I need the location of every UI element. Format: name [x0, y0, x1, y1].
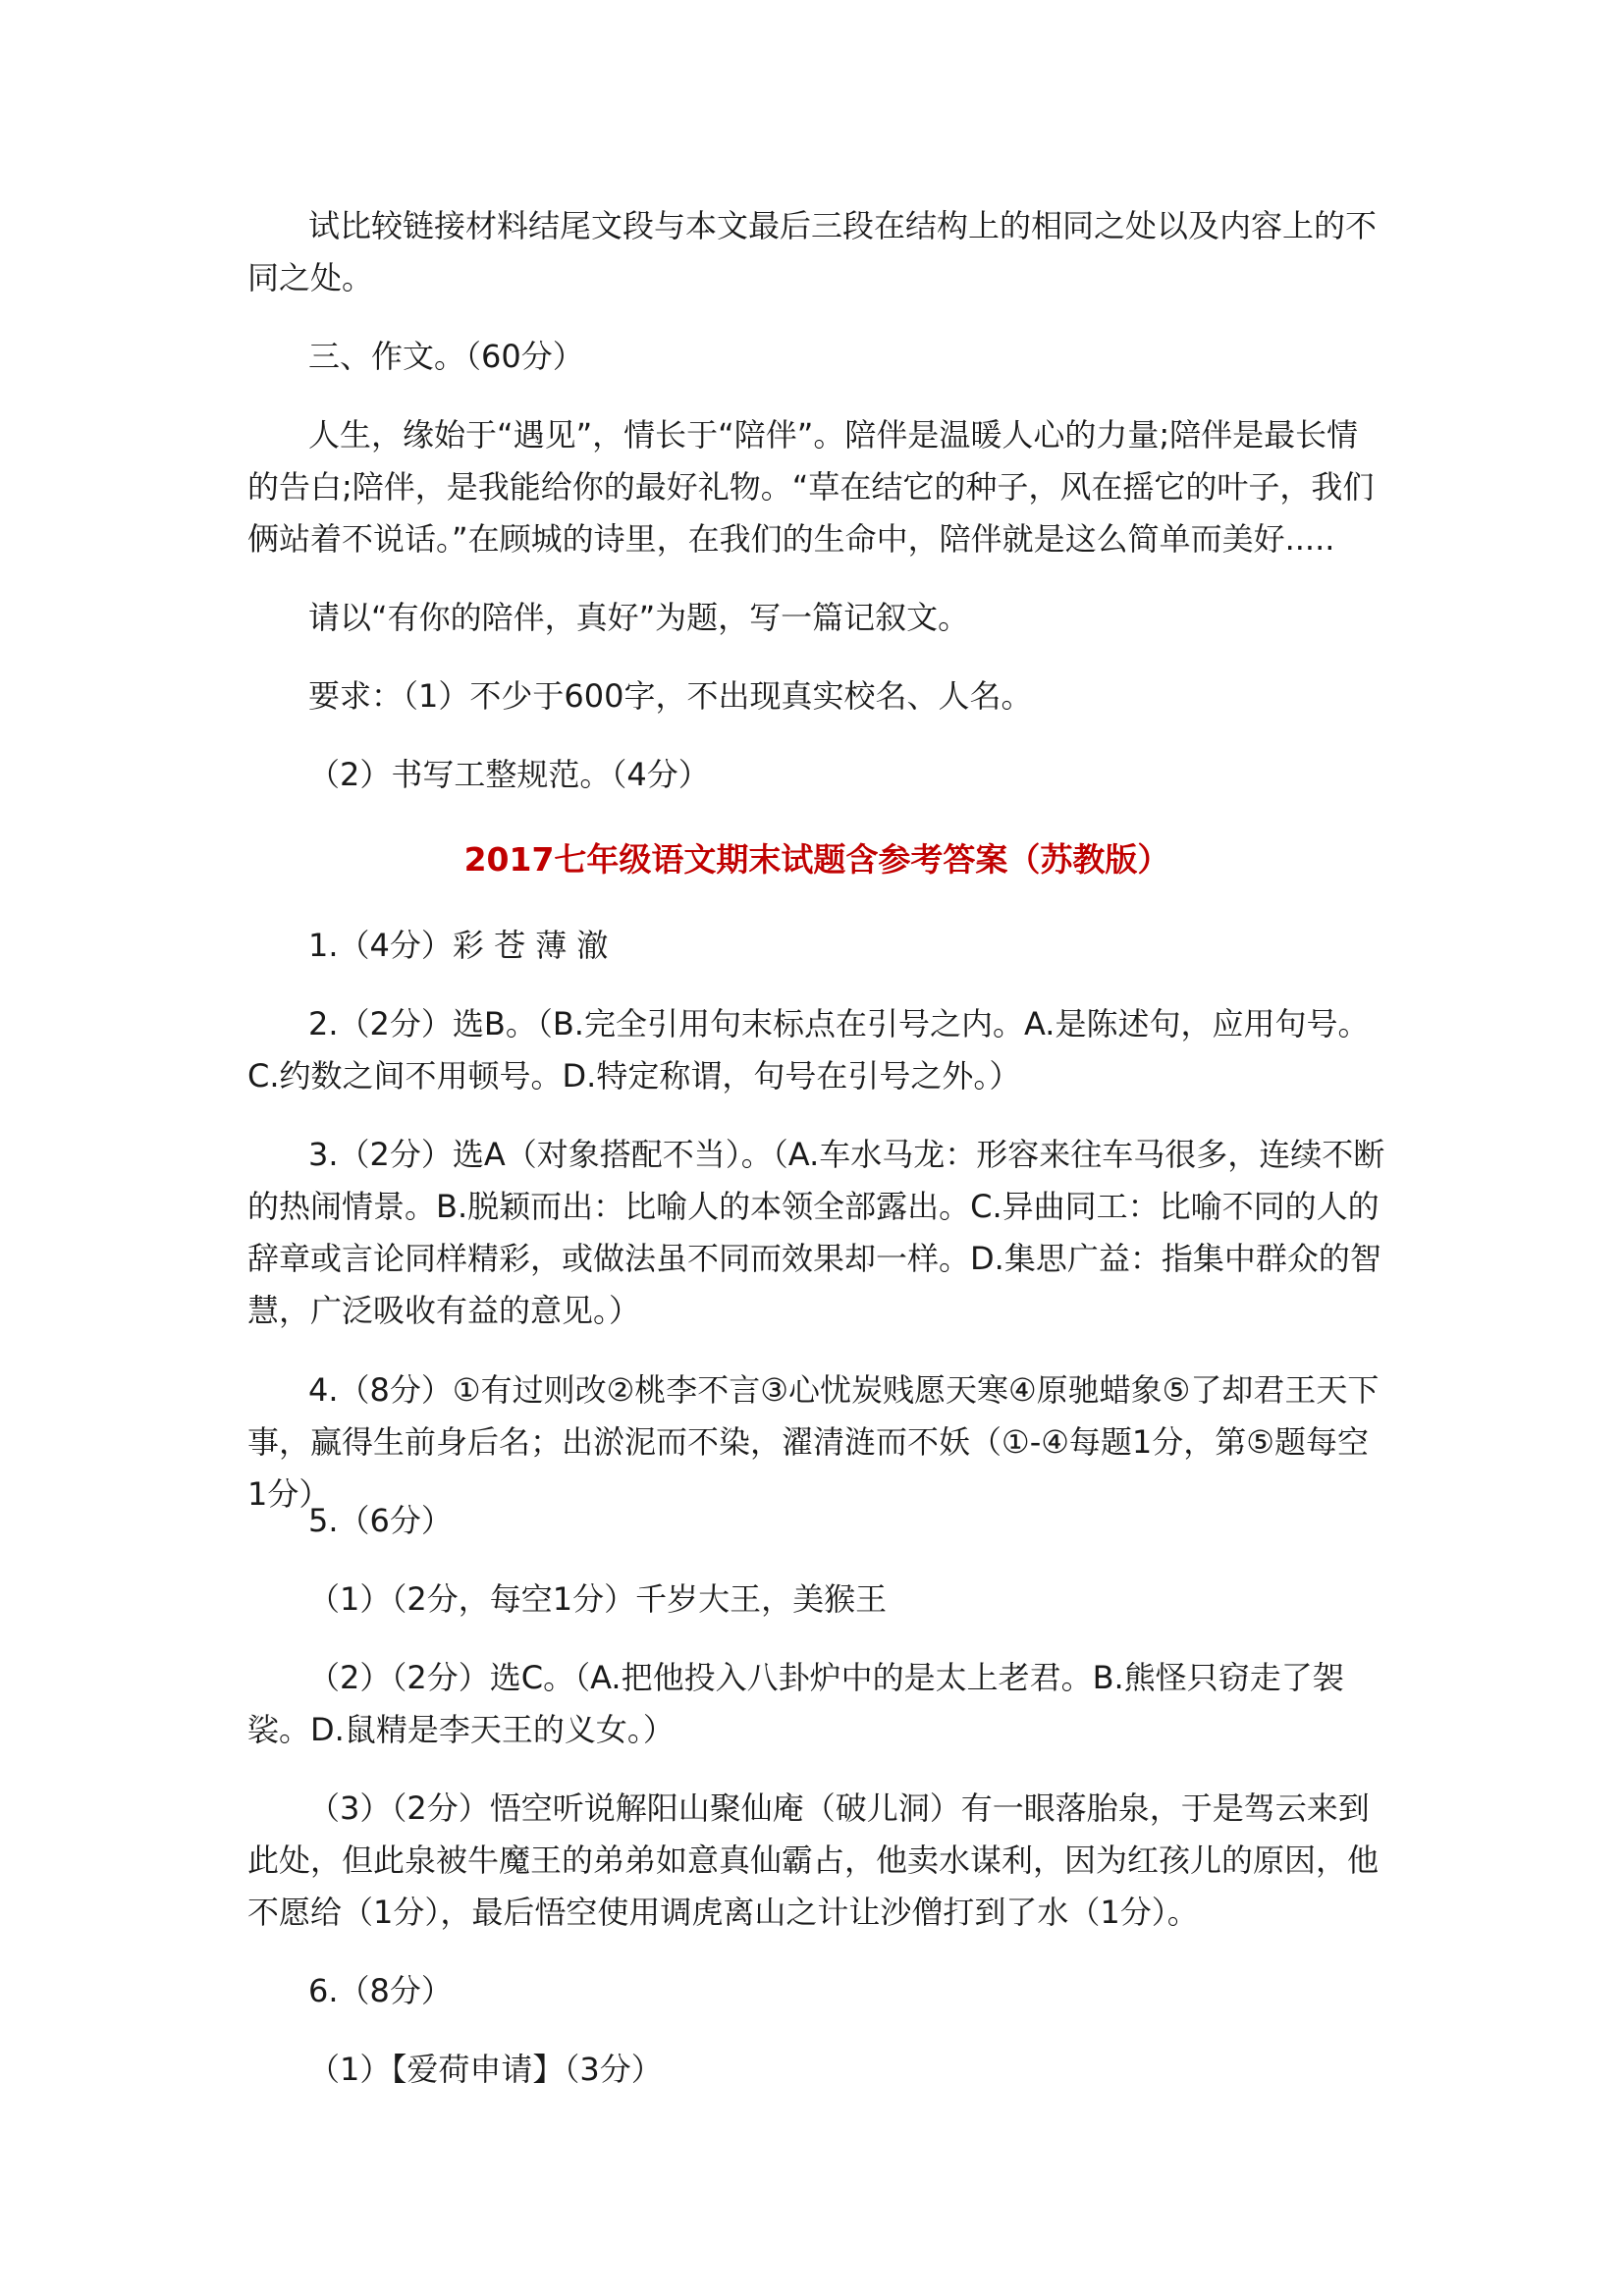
composition-requirement-2: （2）书写工整规范。（4分）	[308, 756, 710, 793]
answer-item: 6.（8分）	[308, 1972, 453, 2009]
answer-item: （1）【爱荷申请】（3分）	[308, 2051, 663, 2088]
composition-requirement-1: 要求：（1）不少于600字，不出现真实校名、人名。	[308, 677, 1033, 715]
section-heading-composition: 三、作文。（60分）	[308, 338, 584, 375]
answer-item: （3）（2分）悟空听说解阳山聚仙庵（破儿洞）有一眼落胎泉，于是驾云来到此处，但此泉被牛魔王的弟弟如意真仙霸占，他卖水谋利，因为红孩儿的原因，他不愿给（1分），最后悟空使用调虎离山之计让沙僧打到了水（1分）。	[247, 1789, 1380, 1931]
answer-item: 3.（2分）选A（对象搭配不当）。（A.车水马龙：形容来往车马很多，连续不断的热闹情景。B.脱颖而出：比喻人的本领全部露出。C.异曲同工：比喻不同的人的辞章或言论同样精彩，或做法虽不同而效果却一样。D.集思广益：指集中群众的智慧，广泛吸收有益的意见。）	[247, 1136, 1385, 1329]
composition-prompt: 人生，缘始于“遇见”，情长于“陪伴”。陪伴是温暖人心的力量;陪伴是最长情的告白;陪伴，是我能给你的最好礼物。“草在结它的种子，风在摇它的叶子，我们俩站着不说话。”在顾城的诗里，在我们的生命中，陪伴就是这么简单而美好.....	[247, 416, 1375, 558]
answer-item: （1）（2分，每空1分）千岁大王，美猴王	[308, 1580, 888, 1618]
question-text: 试比较链接材料结尾文段与本文最后三段在结构上的相同之处以及内容上的不同之处。	[247, 207, 1378, 296]
answer-item: 2.（2分）选B。（B.完全引用句末标点在引号之内。A.是陈述句，应用句号。C.约数之间不用顿号。D.特定称谓，句号在引号之外。）	[247, 1005, 1370, 1095]
composition-instruction: 请以“有你的陪伴，真好”为题，写一篇记叙文。	[308, 599, 970, 636]
answer-item: 5.（6分）	[308, 1502, 453, 1539]
answer-item: 4.（8分）①有过则改②桃李不言③心忧炭贱愿天寒④原驰蜡象⑤了却君王天下事，赢得生前身后名；出淤泥而不染，濯清涟而不妖（①-④每题1分，第⑤题每空1分）	[247, 1371, 1380, 1513]
answer-item: 1.（4分）彩 苍 薄 澈	[308, 927, 609, 964]
answer-key-title: 2017七年级语文期末试题含参考答案（苏教版）	[463, 840, 1170, 879]
answer-item: （2）（2分）选C。（A.把他投入八卦炉中的是太上老君。B.熊怪只窃走了袈裟。D.鼠精是李天王的义女。）	[247, 1659, 1344, 1748]
